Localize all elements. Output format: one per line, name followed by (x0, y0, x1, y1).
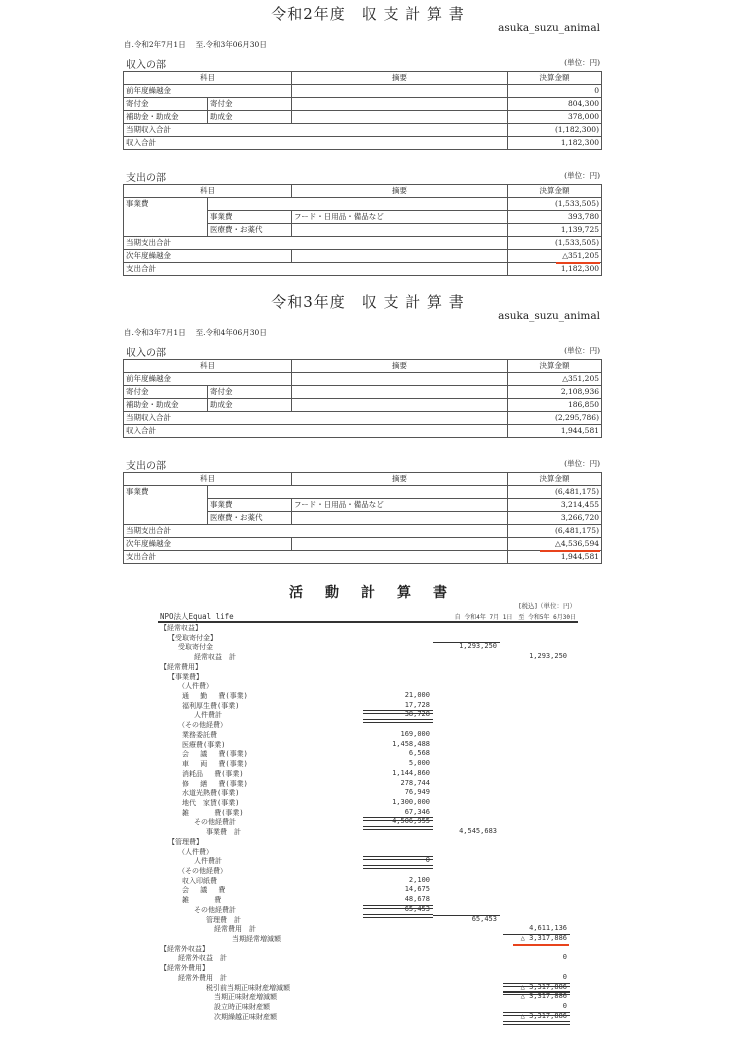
summary-cell (208, 486, 508, 499)
subject-cell: 寄付金 (124, 386, 208, 399)
subject-cell: 次年度繰越金 (124, 538, 292, 551)
statement-line (160, 963, 580, 973)
amount-cell: (6,481,175) (508, 486, 602, 499)
amount-value: △4,536,594 (555, 539, 599, 548)
line-label: 経常外収益 計 (178, 954, 227, 963)
line-label: 収入印紙費 (182, 876, 217, 885)
summary-cell (292, 399, 508, 412)
table-row (124, 85, 602, 98)
unit-label: (単位：円) (564, 459, 600, 468)
statement-title: 令和2年度 収 支 計 算 書 (271, 5, 465, 23)
summary-cell (292, 98, 508, 111)
total-label-cell: 支出合計 (124, 263, 508, 276)
amount-cell: 393,780 (508, 211, 602, 224)
sum-rule (503, 992, 570, 993)
total-label-cell: 当期支出合計 (124, 237, 508, 250)
expense-table (123, 472, 602, 564)
amount-value: 6,568 (408, 749, 430, 758)
sub-subject-cell: 医療費・お薬代 (208, 512, 292, 525)
table-header-row (124, 360, 602, 373)
total-label-cell: 当期収入合計 (124, 124, 508, 137)
table-row (124, 538, 602, 551)
summary-header: 摘要 (292, 473, 508, 486)
table-row (124, 412, 602, 425)
line-label: 車 両 費(事業) (182, 760, 248, 769)
summary-header: 摘要 (292, 185, 508, 198)
amount-cell: 0 (508, 85, 602, 98)
line-label: 修 繕 費(事業) (182, 779, 248, 788)
statement-line (160, 944, 580, 954)
summary-cell (292, 250, 508, 263)
expense-table (123, 184, 602, 276)
amount-value: 21,000 (404, 691, 430, 700)
amount-value: 5,000 (408, 759, 430, 768)
table-row (124, 124, 602, 137)
statement-line (160, 662, 580, 672)
summary-cell (292, 373, 508, 386)
line-label: 会 議 費(事業) (182, 750, 248, 759)
amount-value: 4,506,955 (392, 817, 430, 826)
amount-cell (508, 237, 602, 250)
subject-cell: 前年度繰越金 (124, 373, 292, 386)
amount-header: 決算金額 (508, 72, 602, 85)
line-label: 経常収益 計 (194, 653, 236, 662)
sum-double-rule (363, 710, 433, 714)
summary-cell (292, 386, 508, 399)
table-header-row (124, 473, 602, 486)
table-row (124, 399, 602, 412)
amount-cell: 186,850 (508, 399, 602, 412)
table-header-row (124, 72, 602, 85)
summary-cell (292, 538, 508, 551)
amount-cell: 3,214,455 (508, 499, 602, 512)
amount-value: 4,545,683 (459, 827, 497, 836)
statement-line (160, 642, 580, 652)
sub-subject-cell: 寄付金 (208, 386, 292, 399)
line-label: 業務委託費 (182, 730, 217, 739)
amount-value: △351,205 (562, 251, 599, 260)
amount-value: 0 (562, 1002, 567, 1011)
line-label: 経常費用 計 (214, 925, 256, 934)
sum-rule (433, 642, 500, 643)
line-label: 人件費計 (194, 711, 222, 720)
sub-subject-cell: 助成金 (208, 111, 292, 124)
line-label: 消耗品 費(事業) (182, 769, 244, 778)
group-subject-cell: 事業費 (124, 198, 208, 237)
amount-value: 1,458,488 (392, 739, 430, 748)
amount-value: 1,300,000 (392, 797, 430, 806)
amount-value: 1,293,250 (459, 642, 497, 651)
amount-value: 0 (562, 972, 567, 981)
line-label: 【経常外費用】 (160, 964, 209, 973)
statement-line (160, 681, 580, 691)
table-row (124, 486, 602, 499)
summary-cell: フード・日用品・備品など (292, 211, 508, 224)
line-label: 地代 家賃(事業) (182, 798, 240, 807)
amount-value: 65,453 (404, 904, 430, 913)
summary-cell (208, 198, 508, 211)
amount-value: △ 3,317,886 (520, 934, 567, 943)
amount-value: △ 3,317,886 (520, 1011, 567, 1020)
amount-cell: (2,295,786) (508, 412, 602, 425)
amount-value: △ 3,317,886 (520, 992, 567, 1001)
line-label: 雑 費(事業) (182, 808, 244, 817)
amount-value: 76,949 (404, 788, 430, 797)
table-row (124, 525, 602, 538)
subject-cell: 前年度繰越金 (124, 85, 292, 98)
amount-value: 2,100 (408, 875, 430, 884)
line-label: 福利厚生費(事業) (182, 701, 240, 710)
amount-value: 0 (562, 953, 567, 962)
line-label: 水道光熱費(事業) (182, 789, 240, 798)
line-label: 経常外費用 計 (178, 973, 227, 982)
subject-header: 科目 (124, 360, 292, 373)
amount-value: (1,533,505) (554, 238, 599, 247)
line-label: 設立時正味財産額 (214, 1003, 270, 1012)
line-label: 会 議 費 (182, 886, 226, 895)
organization-name: asuka_suzu_animal (498, 22, 600, 34)
amount-cell: 1,139,725 (508, 224, 602, 237)
subject-cell: 次年度繰越金 (124, 250, 292, 263)
amount-cell (508, 538, 602, 551)
expense-section-title: 支出の部 (126, 461, 166, 472)
total-label-cell: 当期収入合計 (124, 412, 508, 425)
fiscal-period: 自.令和2年7月1日 至.令和3年06月30日 (124, 40, 267, 49)
amount-value: 65,453 (471, 914, 497, 923)
income-section-title: 収入の部 (126, 348, 166, 359)
table-header-row (124, 185, 602, 198)
amount-cell: 3,266,720 (508, 512, 602, 525)
amount-value: 4,611,136 (529, 924, 567, 933)
fiscal-period: 自.令和3年7月1日 至.令和4年06月30日 (124, 328, 267, 337)
statement-line (160, 837, 580, 847)
amount-value: 17,728 (404, 700, 430, 709)
line-label: 【経常費用】 (160, 662, 202, 671)
line-label: 人件費計 (194, 857, 222, 866)
summary-cell: フード・日用品・備品など (292, 499, 508, 512)
amount-value: 1,944,581 (560, 552, 599, 561)
subject-cell: 補助金・助成金 (124, 111, 208, 124)
statement-line (160, 672, 580, 682)
sub-subject-cell: 寄付金 (208, 98, 292, 111)
unit-label: (単位：円) (564, 346, 600, 355)
amount-cell: 804,300 (508, 98, 602, 111)
sub-subject-cell: 事業費 (208, 499, 292, 512)
sub-subject-cell: 事業費 (208, 211, 292, 224)
statement-line (160, 623, 580, 633)
table-row (124, 373, 602, 386)
table-row (124, 198, 602, 211)
total-label-cell: 収入合計 (124, 425, 508, 438)
line-label: 通 勤 費(事業) (182, 692, 248, 701)
subject-header: 科目 (124, 185, 292, 198)
summary-cell (292, 85, 508, 98)
sum-rule (503, 934, 570, 935)
line-label: （その他経費） (178, 867, 227, 875)
line-label: 【事業費】 (168, 672, 203, 681)
line-label: （人件費） (178, 847, 213, 856)
sum-double-rule (503, 1021, 570, 1025)
amount-value: △ 3,317,886 (520, 982, 567, 991)
statement-line (160, 633, 580, 643)
unit-label: (単位：円) (564, 171, 600, 180)
summary-cell (292, 512, 508, 525)
line-label: 次期繰越正味財産額 (214, 1012, 277, 1021)
amount-value: 278,744 (400, 778, 430, 787)
sum-double-rule (363, 905, 433, 909)
statement-title: 令和3年度 収 支 計 算 書 (271, 293, 465, 311)
sum-double-rule (363, 817, 433, 821)
amount-header: 決算金額 (508, 360, 602, 373)
table-row (124, 237, 602, 250)
summary-header: 摘要 (292, 360, 508, 373)
table-row (124, 98, 602, 111)
amount-cell: 378,000 (508, 111, 602, 124)
income-table (123, 359, 602, 438)
summary-cell (292, 224, 508, 237)
amount-value: 169,000 (400, 729, 430, 738)
line-label: その他経費計 (194, 905, 236, 914)
sub-subject-cell: 助成金 (208, 399, 292, 412)
amount-cell (508, 551, 602, 564)
fiscal-period: 自 令和4年 7月 1日 至 令和5年 6月30日 (454, 614, 576, 621)
amount-value: 48,678 (404, 895, 430, 904)
line-label: 税引前当期正味財産増減額 (206, 983, 290, 992)
activity-title: 活動計算書 (289, 585, 469, 601)
sum-double-rule (503, 1012, 570, 1016)
line-label: 【経常外収益】 (160, 944, 209, 953)
sum-double-rule (363, 856, 433, 860)
table-row (124, 551, 602, 564)
amount-cell: (1,182,300) (508, 124, 602, 137)
amount-cell: 2,108,936 (508, 386, 602, 399)
line-label: 当期経常増減額 (232, 935, 281, 944)
subject-header: 科目 (124, 473, 292, 486)
table-row (124, 425, 602, 438)
tax-unit-label: [税込]（単位：円） (518, 602, 576, 610)
sum-rule (433, 915, 500, 916)
amount-cell: (1,533,505) (508, 198, 602, 211)
amount-value: (6,481,175) (554, 526, 599, 535)
table-row (124, 111, 602, 124)
amount-value: 0 (425, 856, 430, 865)
line-label: （その他経費） (178, 721, 227, 730)
sum-double-rule (503, 983, 570, 987)
line-label: 事業費 計 (206, 828, 241, 837)
summary-header: 摘要 (292, 72, 508, 85)
amount-header: 決算金額 (508, 473, 602, 486)
group-subject-cell: 事業費 (124, 486, 208, 525)
line-label: 【受取寄付金】 (168, 633, 217, 642)
sub-subject-cell: 医療費・お薬代 (208, 224, 292, 237)
line-label: 雑 費 (182, 896, 222, 905)
subject-header: 科目 (124, 72, 292, 85)
statement-line (160, 847, 580, 857)
amount-value: 67,346 (404, 807, 430, 816)
organization-name: asuka_suzu_animal (498, 310, 600, 322)
amount-header: 決算金額 (508, 185, 602, 198)
line-label: 【経常収益】 (160, 624, 202, 632)
line-label: 受取寄付金 (178, 643, 213, 652)
subject-cell: 補助金・助成金 (124, 399, 208, 412)
subject-cell: 寄付金 (124, 98, 208, 111)
amount-cell: △351,205 (508, 373, 602, 386)
summary-cell (292, 111, 508, 124)
line-label: （人件費） (178, 682, 213, 691)
amount-value: 1,144,860 (392, 768, 430, 777)
amount-value: 14,675 (404, 885, 430, 894)
amount-value: 38,728 (404, 710, 430, 719)
total-label-cell: 支出合計 (124, 551, 508, 564)
organization-name: NPO法人Equal life (160, 612, 234, 621)
line-label: 管理費 計 (206, 915, 241, 924)
line-label: 当期正味財産増減額 (214, 993, 277, 1002)
income-section-title: 収入の部 (126, 60, 166, 71)
unit-label: (単位：円) (564, 58, 600, 67)
line-label: 【管理費】 (168, 837, 203, 846)
amount-cell (508, 263, 602, 276)
line-label: その他経費計 (194, 818, 236, 827)
amount-cell (508, 250, 602, 263)
total-label-cell: 収入合計 (124, 137, 508, 150)
amount-cell: 1,182,300 (508, 137, 602, 150)
amount-cell: 1,944,581 (508, 425, 602, 438)
table-row (124, 250, 602, 263)
total-label-cell: 当期支出合計 (124, 525, 508, 538)
line-label: 医療費(事業) (182, 740, 226, 749)
expense-section-title: 支出の部 (126, 173, 166, 184)
table-row (124, 386, 602, 399)
table-row (124, 137, 602, 150)
amount-value: 1,182,300 (560, 264, 599, 273)
income-table (123, 71, 602, 150)
amount-value: 1,293,250 (529, 652, 567, 661)
amount-cell (508, 525, 602, 538)
table-row (124, 263, 602, 276)
